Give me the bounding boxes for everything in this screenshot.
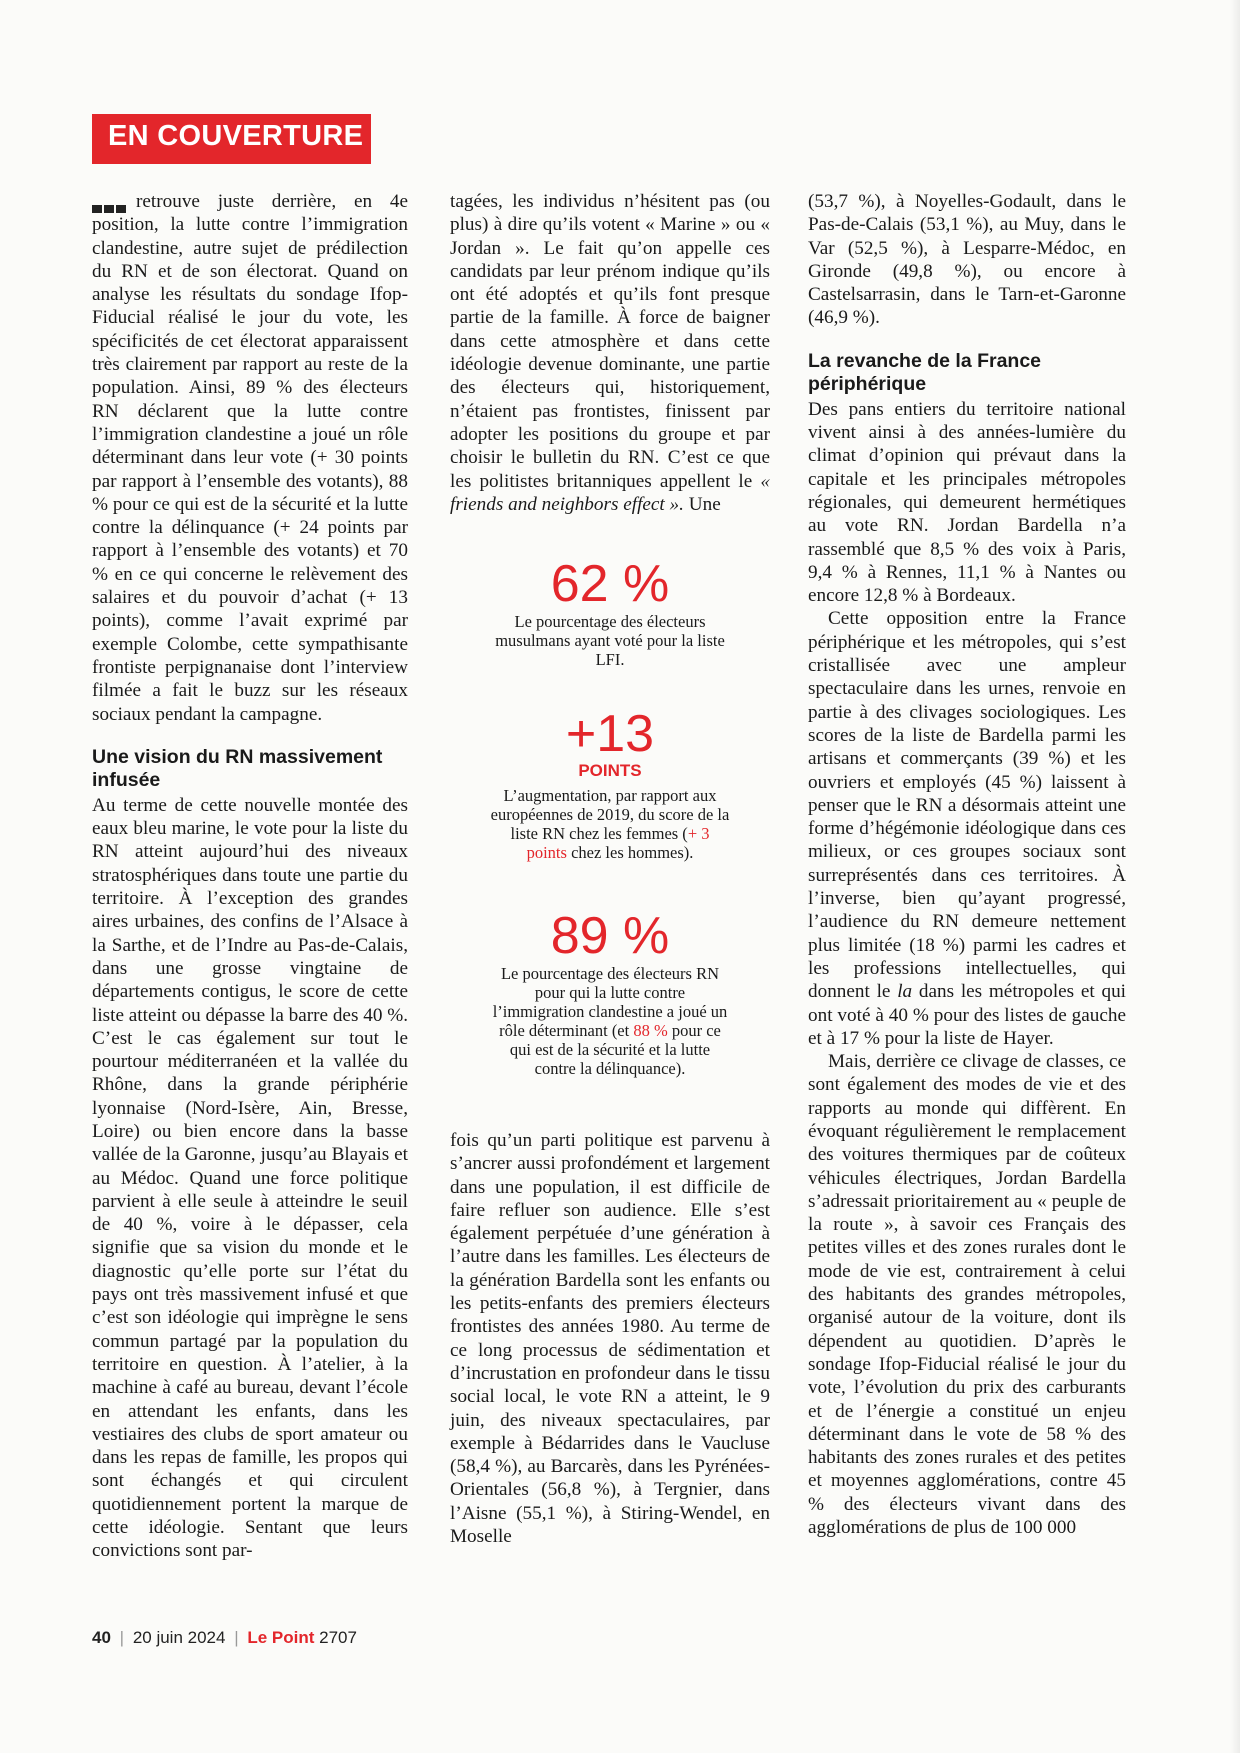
page-number: 40 (92, 1628, 111, 1647)
paragraph-text: dans les métropoles et qui ont voté à 40 % pour des listes de gauche et à 17 % pour la liste de Hayer. (808, 981, 1127, 1049)
issue-number: 2707 (319, 1628, 357, 1647)
column-1 (92, 190, 408, 1563)
paragraph-text: Une (688, 493, 721, 515)
italic-word: la (897, 981, 913, 1003)
paragraph-text: tagées, les individus n’hésitent pas (ou plus) à dire qu’ils votent « Marine » ou « Jordan ». Le fait qu’on appelle ces candidats par leur prénom indique qu’ils ont été adoptés et qu’ils font presque partie de la famille. À force de baigner dans cette atmosphère et dans cette idéologie devenue dominante, une partie des électeurs qui, historiquement, n’étaient pas frontistes, finissent par adopter les positions du groupe et par choisir le bulletin du RN. C’est ce que les politistes britanniques appellent le (450, 191, 770, 492)
stat-unit: POINTS (578, 761, 642, 780)
stat-value: +13 (565, 705, 655, 763)
caption-part: L’augmentation, par rapport aux européennes de 2019, du score de la liste RN chez les femmes ( (490, 786, 730, 843)
paragraph (92, 190, 408, 726)
subheading: La revanche de la France périphérique (808, 349, 1042, 395)
caption-part: pour ce qui est de la sécurité et la lutte contre la délinquance). (509, 1021, 721, 1078)
issue-date: 20 juin 2024 (132, 1628, 226, 1647)
paragraph-text: Des pans entiers du territoire national vivent ainsi à des années-lumière du climat d’opinion qui prévaut dans la capitale et les principales métropoles régionales, qui demeurent hermétiques au vote RN. Jordan Bardella n’a rassemblé que 8,5 % des voix à Paris, 9,4 % à Rennes, 11,1 % à Nantes ou encore 12,8 % à Bordeaux. (808, 398, 1126, 607)
stat-plus13 (490, 706, 730, 862)
stat-caption (490, 786, 730, 862)
column-2-top (450, 190, 770, 516)
caption-highlight: + 3 points (526, 824, 710, 862)
paragraph (808, 607, 1126, 1050)
paragraph (450, 190, 770, 516)
stat-62 (490, 556, 730, 669)
paragraph-text: retrouve juste derrière, en 4e position, la lutte contre l’immigration clandestine, autre sujet de prédilection du RN et de son électorat. Quand on analyse les résultats du sondage Ifop-Fiducial réalisé le jour du vote, les spécificités de cet électorat apparaissent très clairement par rapport au reste de la population. Ainsi, 89 % des électeurs RN déclarent que la lutte contre l’immigration clandestine a joué un rôle déterminant dans leur vote (+ 30 points par rapport à l’ensemble des votants), 88 % pour ce qui est de la sécurité et la lutte contre la délinquance (+ 24 points par rapport à l’ensemble des votants) et 70 % en ce qui concerne le relèvement des salaires et du pouvoir d’achat (+ 13 points), comme l’avait exprimé par exemple Colombe, cette sympathisante frontiste perpignanaise dont l’interview filmée a fait le buzz sur les réseaux sociaux pendant la campagne. (92, 191, 408, 725)
column-3 (808, 190, 1126, 1539)
paragraph-text: Au terme de cette nouvelle montée des eaux bleu marine, le vote pour la liste du RN atteint aujourd’hui des niveaux stratosphériques dans toute une partie du territoire. À l’exception des grandes aires urbaines, des confins de l’Alsace à la Sarthe, et de l’Indre au Pas-de-Calais, dans une grosse vingtaine de départements contigus, le score de cette liste atteint ou dépasse la barre des 40 %. C’est le cas également sur tout le pourtour méditerranéen et la vallée du Rhône, dans la grande périphérie lyonnaise (Nord-Isère, Ain, Bresse, Loire) ou bien encore dans la basse vallée de la Garonne, jusqu’au Blayais et au Médoc. Quand une force politique parvient à elle seule à atteindre le seuil de 40 %, voire à le dépasser, cela signifie que sa vision du monde et le diagnostic qu’elle porte sur l’état du pays ont très massivement infusé et que c’est son idéologie qui imprègne le sens commun partagé par la population du territoire en question. À l’atelier, à la machine à café au bureau, devant l’école en attendant les enfants, dans les vestiaires des clubs de sport amateur ou dans les repas de famille, les propos qui sont échangés et qui circulent quotidiennement portent la marque de cette idéologie. Sentant que leurs convictions sont par- (92, 794, 408, 1562)
page-edge (1230, 0, 1240, 1753)
magazine-name: Le Point (247, 1628, 315, 1647)
paragraph-text: Mais, derrière ce clivage de classes, ce sont également des modes de vie et des rapports au monde qui diffèrent. En évoquant régulièrement le remplacement des voitures thermiques par de coûteux véhicules électriques, Jordan Bardella s’adressait prioritairement au « peuple de la route », à savoir ces Français des petites villes et des zones rurales dont le mode de vie est, contrairement à celui des habitants des grandes métropoles, organisé autour de la voiture, dont ils dépendent au quotidien. D’après le sondage Ifop-Fiducial réalisé le jour du vote, l’évolution du prix des carburants et de l’énergie a constitué un enjeu déterminant dans le vote de 58 % des habitants des zones rurales et des petites et moyennes agglomérations, contre 45 % des électeurs vivant dans des agglomérations de plus de 100 000 (808, 1051, 1126, 1539)
stat-caption (490, 964, 730, 1078)
subheading: Une vision du RN massivement infusée (92, 745, 383, 791)
paragraph-text: Cette opposition entre la France périphérique et les métropoles, qui s’est cristallisée avec une ampleur spectaculaire dans les urnes, renvoie en partie à des clivages sociologiques. Les scores de la liste de Bardella parmi les artisans et commerçants (39 %) et les ouvriers et employés (45 %) laissent à penser que le RN a désormais atteint une forme d’hégémonie idéologique dans ces milieux, or ces groupes sociaux sont surreprésentés dans ces territoires. À l’inverse, bien qu’ayant progressé, l’audience du RN demeure nettement plus limitée (18 %) parmi les cadres et les professions intellectuelles, qui donnent le (808, 608, 1126, 1003)
quote-text: « friends and neighbors effect ». (450, 470, 770, 515)
rubric-title: EN COUVERTURE (108, 120, 364, 152)
caption-part: Le pourcentage des électeurs RN pour qui la lutte contre l’immigration clandestine a joué un rôle déterminant (et (492, 964, 728, 1040)
paragraph-text: fois qu’un parti politique est parvenu à s’ancrer aussi profondément et largement dans une population, il est difficile de faire refluer son audience. Elle s’est également perpétuée d’une génération à l’autre dans les familles. Les électeurs de la génération Bardella sont les enfants ou les petits-enfants des premiers électeurs frontistes des années 1980. Au terme de ce long processus de sédimentation et d’incrustation en profondeur dans le tissu social local, le vote RN a atteint, le 9 juin, des niveaux spectaculaires, par exemple à Bédarrides dans le Vaucluse (58,4 %), au Barcarès, dans les Pyrénées-Orientales (56,8 %), à Tergnier, dans l’Aisne (55,1 %), à Stiring-Wendel, en Moselle (450, 1130, 770, 1548)
caption-part: chez les hommes). (566, 843, 694, 862)
page-footer (92, 1628, 357, 1648)
stat-caption: Le pourcentage des électeurs musulmans ayant voté pour la liste LFI. (495, 612, 725, 669)
stat-89 (490, 908, 730, 1078)
separator: | (234, 1628, 239, 1647)
separator: | (119, 1628, 125, 1647)
continuation-bullets-icon (92, 196, 128, 206)
paragraph-text: (53,7 %), à Noyelles-Godault, dans le Pas-de-Calais (53,1 %), au Muy, dans le Var (52,5 %), à Lesparre-Médoc, en Gironde (49,8 %), ou encore à Castelsarrasin, dans le Tarn-et-Garonne (46,9 %). (808, 191, 1126, 329)
stat-value: 62 % (550, 555, 670, 613)
caption-highlight: 88 % (633, 1021, 668, 1040)
stat-value: 89 % (550, 907, 670, 965)
column-2-bottom (450, 1129, 770, 1548)
